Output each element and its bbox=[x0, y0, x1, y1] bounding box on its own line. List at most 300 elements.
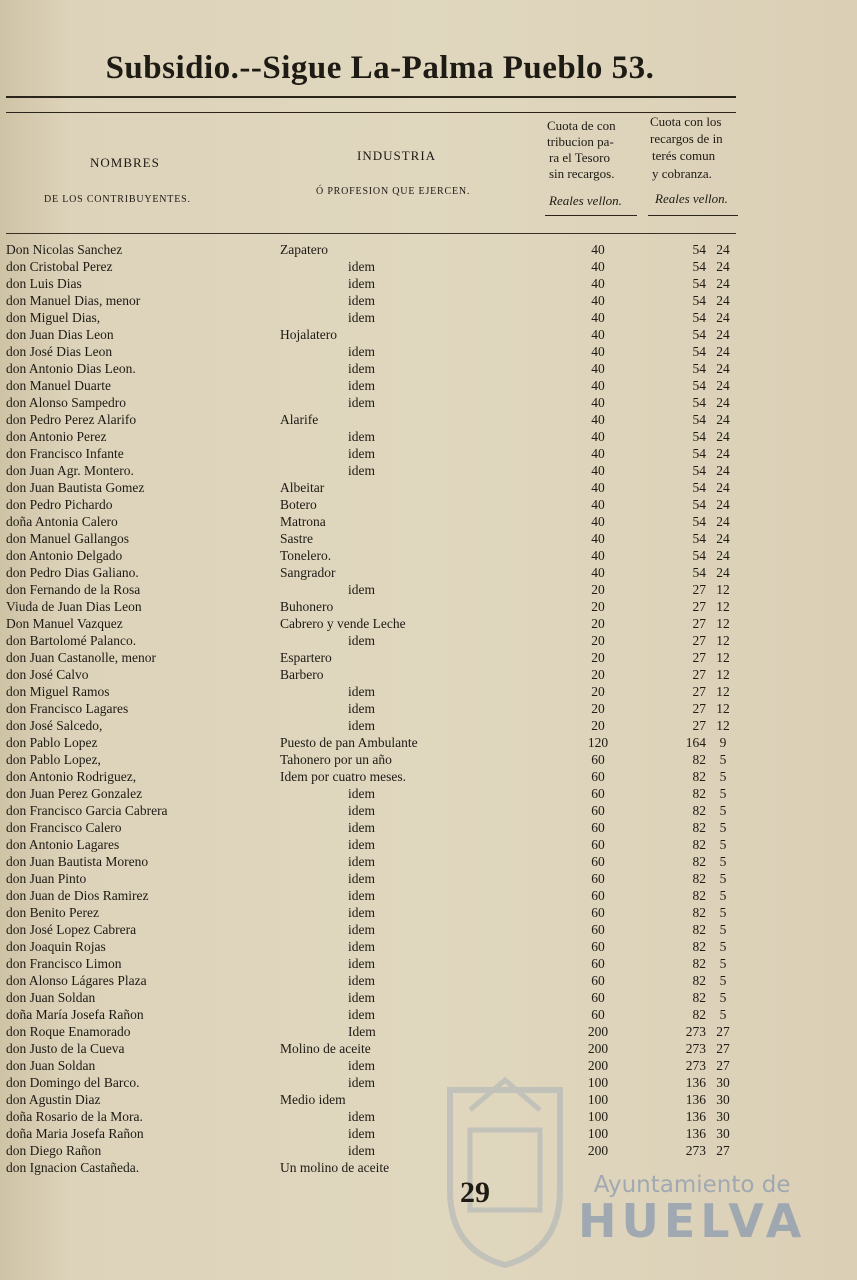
contributor-name: don Antonio Rodriguez, bbox=[6, 769, 137, 784]
cuota-con-recargos-fraction: 12 bbox=[716, 582, 730, 597]
table-row bbox=[0, 582, 857, 599]
contributor-name: don Antonio Dias Leon. bbox=[6, 361, 136, 376]
contributor-name: don Bartolomé Palanco. bbox=[6, 633, 137, 648]
cuota-con-recargos: 82 bbox=[692, 905, 706, 920]
contributor-name: doña Rosario de la Mora. bbox=[6, 1109, 143, 1124]
cuota-sin-recargos: 60 bbox=[591, 786, 605, 801]
cuota-sin-recargos: 40 bbox=[591, 565, 605, 580]
cuota-con-recargos: 27 bbox=[692, 633, 706, 648]
profession: idem bbox=[348, 990, 375, 1005]
profession: idem bbox=[348, 905, 375, 920]
cuota-con-recargos: 54 bbox=[692, 531, 706, 546]
contributor-name: don Domingo del Barco. bbox=[6, 1075, 140, 1090]
profession: idem bbox=[348, 973, 375, 988]
cuota-sin-recargos: 40 bbox=[591, 514, 605, 529]
table-row bbox=[0, 820, 857, 837]
cuota-con-recargos-fraction: 24 bbox=[716, 548, 730, 563]
cuota-con-recargos: 82 bbox=[692, 973, 706, 988]
cuota-con-recargos: 54 bbox=[692, 259, 706, 274]
cuota-con-recargos-fraction: 5 bbox=[719, 871, 727, 886]
contributor-name: don Francisco Lagares bbox=[6, 701, 129, 716]
cuota-con-recargos-fraction: 12 bbox=[716, 667, 730, 682]
cuota-con-recargos: 136 bbox=[685, 1092, 706, 1107]
cuota-con-recargos-fraction: 5 bbox=[719, 803, 727, 818]
cuota-sin-recargos: 100 bbox=[587, 1109, 609, 1124]
profession: idem bbox=[348, 820, 375, 835]
contributor-name: don Juan Perez Gonzalez bbox=[6, 786, 143, 801]
cuota-con-recargos: 54 bbox=[692, 242, 706, 257]
cuota-sin-recargos: 60 bbox=[591, 905, 605, 920]
table-row bbox=[0, 939, 857, 956]
cuota-sin-recargos: 60 bbox=[591, 956, 605, 971]
cuota-sin-recargos: 60 bbox=[591, 922, 605, 937]
contributor-name: don Joaquin Rojas bbox=[6, 939, 106, 954]
cuota-con-recargos: 54 bbox=[692, 514, 706, 529]
profession: idem bbox=[348, 582, 375, 597]
table-row bbox=[0, 242, 857, 259]
cuota-con-recargos-fraction: 24 bbox=[716, 344, 730, 359]
cuota-con-recargos: 82 bbox=[692, 888, 706, 903]
cuota-con-recargos-fraction: 30 bbox=[716, 1075, 730, 1090]
cuota-con-recargos: 82 bbox=[692, 871, 706, 886]
cuota-sin-recargos: 40 bbox=[591, 378, 605, 393]
cuota-con-recargos-fraction: 24 bbox=[716, 395, 730, 410]
profession: idem bbox=[348, 429, 375, 444]
contributor-name: don Manuel Dias, menor bbox=[6, 293, 141, 308]
cuota-con-recargos-fraction: 12 bbox=[716, 616, 730, 631]
contributor-name: Don Nicolas Sanchez bbox=[6, 242, 123, 257]
table-row bbox=[0, 412, 857, 429]
cuota-con-recargos: 82 bbox=[692, 837, 706, 852]
profession: idem bbox=[348, 293, 375, 308]
cuota-con-recargos: 27 bbox=[692, 684, 706, 699]
profession: idem bbox=[348, 259, 375, 274]
table-row bbox=[0, 854, 857, 871]
table-row bbox=[0, 956, 857, 973]
cuota-sin-recargos: 40 bbox=[591, 548, 605, 563]
contributor-name: don Justo de la Cueva bbox=[6, 1041, 125, 1056]
cuota-con-recargos-fraction: 30 bbox=[716, 1126, 730, 1141]
title-rule bbox=[6, 96, 736, 98]
cuota-con-recargos: 54 bbox=[692, 310, 706, 325]
profession: idem bbox=[348, 463, 375, 478]
contributor-name: don Francisco Infante bbox=[6, 446, 124, 461]
profession: idem bbox=[348, 1109, 375, 1124]
cuota-con-recargos-fraction: 24 bbox=[716, 446, 730, 461]
cuota-sin-recargos: 60 bbox=[591, 990, 605, 1005]
cuota-con-recargos-fraction: 12 bbox=[716, 650, 730, 665]
profession: idem bbox=[348, 854, 375, 869]
table-row bbox=[0, 310, 857, 327]
cuota-con-recargos: 136 bbox=[685, 1126, 706, 1141]
contributor-name: don Antonio Lagares bbox=[6, 837, 120, 852]
header-cuota2-line4: y cobranza. bbox=[652, 166, 712, 181]
cuota-con-recargos: 82 bbox=[692, 769, 706, 784]
table-row bbox=[0, 667, 857, 684]
contributor-name: don Pablo Lopez bbox=[6, 735, 98, 750]
header-bottom-rule bbox=[6, 233, 736, 234]
profession: Cabrero y vende Leche bbox=[280, 616, 406, 631]
table-row bbox=[0, 1092, 857, 1109]
header-cuota1-line4: sin recargos. bbox=[549, 166, 615, 181]
profession: idem bbox=[348, 1143, 375, 1158]
cuota-sin-recargos: 20 bbox=[591, 701, 605, 716]
contributor-name: don Juan Dias Leon bbox=[6, 327, 114, 342]
cuota-sin-recargos: 60 bbox=[591, 752, 605, 767]
contributor-name: Don Manuel Vazquez bbox=[6, 616, 123, 631]
cuota-sin-recargos: 200 bbox=[587, 1024, 609, 1039]
cuota1-underline bbox=[545, 215, 637, 216]
profession: idem bbox=[348, 395, 375, 410]
table-row bbox=[0, 684, 857, 701]
table-row bbox=[0, 1126, 857, 1143]
table-row bbox=[0, 752, 857, 769]
cuota-con-recargos-fraction: 24 bbox=[716, 429, 730, 444]
cuota-sin-recargos: 40 bbox=[591, 310, 605, 325]
table-row bbox=[0, 786, 857, 803]
cuota-sin-recargos: 40 bbox=[591, 242, 605, 257]
profession: idem bbox=[348, 803, 375, 818]
table-row bbox=[0, 990, 857, 1007]
profession: Hojalatero bbox=[280, 327, 337, 342]
cuota-con-recargos: 54 bbox=[692, 412, 706, 427]
cuota-con-recargos: 136 bbox=[685, 1075, 706, 1090]
table-row bbox=[0, 701, 857, 718]
cuota-sin-recargos: 40 bbox=[591, 531, 605, 546]
cuota-con-recargos-fraction: 5 bbox=[719, 769, 727, 784]
table-row bbox=[0, 633, 857, 650]
cuota-con-recargos-fraction: 24 bbox=[716, 480, 730, 495]
cuota-con-recargos: 54 bbox=[692, 565, 706, 580]
cuota-con-recargos-fraction: 27 bbox=[716, 1024, 730, 1039]
profession: idem bbox=[348, 1126, 375, 1141]
cuota-con-recargos-fraction: 24 bbox=[716, 242, 730, 257]
cuota-con-recargos: 27 bbox=[692, 582, 706, 597]
table-row bbox=[0, 1041, 857, 1058]
cuota-con-recargos-fraction: 27 bbox=[716, 1143, 730, 1158]
cuota-sin-recargos: 200 bbox=[587, 1058, 609, 1073]
cuota-con-recargos-fraction: 24 bbox=[716, 276, 730, 291]
cuota-sin-recargos: 100 bbox=[587, 1126, 609, 1141]
cuota-con-recargos-fraction: 12 bbox=[716, 718, 730, 733]
cuota-con-recargos-fraction: 5 bbox=[719, 820, 727, 835]
cuota-sin-recargos: 60 bbox=[591, 803, 605, 818]
cuota-con-recargos: 27 bbox=[692, 701, 706, 716]
profession: Alarife bbox=[280, 412, 319, 427]
contributor-name: don Pedro Pichardo bbox=[6, 497, 113, 512]
profession: idem bbox=[348, 344, 375, 359]
profession: Un molino de aceite bbox=[280, 1160, 390, 1175]
contributor-name: don Manuel Gallangos bbox=[6, 531, 129, 546]
cuota-con-recargos-fraction: 24 bbox=[716, 531, 730, 546]
cuota-sin-recargos: 200 bbox=[587, 1143, 609, 1158]
watermark-line1: Ayuntamiento de bbox=[593, 1172, 791, 1198]
watermark-line2: HUELVA bbox=[578, 1194, 807, 1248]
cuota-sin-recargos: 40 bbox=[591, 344, 605, 359]
cuota-con-recargos-fraction: 24 bbox=[716, 412, 730, 427]
archive-watermark bbox=[578, 1172, 806, 1248]
cuota-sin-recargos: 20 bbox=[591, 616, 605, 631]
cuota-con-recargos-fraction: 24 bbox=[716, 327, 730, 342]
cuota-sin-recargos: 60 bbox=[591, 888, 605, 903]
cuota-con-recargos: 54 bbox=[692, 395, 706, 410]
profession: Albeitar bbox=[280, 480, 325, 495]
header-cuota2-line2: recargos de in bbox=[650, 131, 723, 146]
cuota-con-recargos: 54 bbox=[692, 548, 706, 563]
table-row bbox=[0, 803, 857, 820]
contributor-name: don Miguel Ramos bbox=[6, 684, 110, 699]
contributor-name: don Juan Soldan bbox=[6, 990, 96, 1005]
cuota-con-recargos: 82 bbox=[692, 752, 706, 767]
cuota-con-recargos-fraction: 30 bbox=[716, 1092, 730, 1107]
contributor-name: don Luis Dias bbox=[6, 276, 82, 291]
contributor-name: don Francisco Limon bbox=[6, 956, 122, 971]
cuota-con-recargos: 54 bbox=[692, 327, 706, 342]
cuota-con-recargos: 82 bbox=[692, 939, 706, 954]
profession: Tonelero. bbox=[280, 548, 332, 563]
contributor-name: don Pedro Perez Alarifo bbox=[6, 412, 137, 427]
cuota-con-recargos-fraction: 5 bbox=[719, 939, 727, 954]
profession: Molino de aceite bbox=[280, 1041, 371, 1056]
profession: Idem bbox=[348, 1024, 376, 1039]
header-industria-sub: Ó PROFESION QUE EJERCEN. bbox=[316, 186, 471, 197]
cuota-con-recargos: 54 bbox=[692, 497, 706, 512]
profession: idem bbox=[348, 922, 375, 937]
table-row bbox=[0, 429, 857, 446]
table-row bbox=[0, 905, 857, 922]
header-nombres: NOMBRES bbox=[90, 155, 160, 170]
table-row bbox=[0, 361, 857, 378]
cuota-sin-recargos: 40 bbox=[591, 395, 605, 410]
header-cuota2-line1: Cuota con los bbox=[650, 114, 722, 129]
contributor-name: don Francisco Garcia Cabrera bbox=[6, 803, 168, 818]
cuota-con-recargos: 54 bbox=[692, 344, 706, 359]
cuota-con-recargos-fraction: 24 bbox=[716, 463, 730, 478]
municipal-shield-watermark bbox=[440, 1070, 570, 1270]
table-row bbox=[0, 276, 857, 293]
profession: Sangrador bbox=[280, 565, 336, 580]
profession: Puesto de pan Ambulante bbox=[280, 735, 418, 750]
cuota-con-recargos-fraction: 9 bbox=[719, 735, 727, 750]
profession: Idem por cuatro meses. bbox=[280, 769, 406, 784]
profession: Buhonero bbox=[280, 599, 334, 614]
profession: idem bbox=[348, 446, 375, 461]
contributor-name: don Antonio Delgado bbox=[6, 548, 123, 563]
cuota-sin-recargos: 20 bbox=[591, 718, 605, 733]
profession: Espartero bbox=[280, 650, 332, 665]
contributor-name: doña Maria Josefa Rañon bbox=[6, 1126, 144, 1141]
contributor-name: don Juan Soldan bbox=[6, 1058, 96, 1073]
contributor-name: don Pablo Lopez, bbox=[6, 752, 101, 767]
cuota-con-recargos: 82 bbox=[692, 854, 706, 869]
cuota-con-recargos: 136 bbox=[685, 1109, 706, 1124]
header-cuota2-unit: Reales vellon. bbox=[655, 191, 728, 206]
cuota-con-recargos: 82 bbox=[692, 803, 706, 818]
profession: idem bbox=[348, 1007, 375, 1022]
cuota-con-recargos-fraction: 5 bbox=[719, 905, 727, 920]
table-row bbox=[0, 922, 857, 939]
contributor-name: don Juan Pinto bbox=[6, 871, 87, 886]
contributor-name: don Juan Bautista Moreno bbox=[6, 854, 149, 869]
header-cuota1-line2: tribucion pa- bbox=[547, 134, 614, 149]
cuota-con-recargos: 54 bbox=[692, 463, 706, 478]
contributor-name: don Benito Perez bbox=[6, 905, 99, 920]
profession: idem bbox=[348, 684, 375, 699]
cuota-sin-recargos: 20 bbox=[591, 667, 605, 682]
cuota-con-recargos: 273 bbox=[685, 1143, 706, 1158]
table-row bbox=[0, 548, 857, 565]
cuota-sin-recargos: 20 bbox=[591, 650, 605, 665]
table-row bbox=[0, 497, 857, 514]
contributor-name: don José Salcedo, bbox=[6, 718, 103, 733]
contributor-name: doña Antonia Calero bbox=[6, 514, 118, 529]
cuota-sin-recargos: 100 bbox=[587, 1092, 609, 1107]
profession: Botero bbox=[280, 497, 317, 512]
profession: idem bbox=[348, 701, 375, 716]
table-row bbox=[0, 1109, 857, 1126]
contributor-name: don José Lopez Cabrera bbox=[6, 922, 137, 937]
cuota-sin-recargos: 40 bbox=[591, 446, 605, 461]
table-row bbox=[0, 871, 857, 888]
cuota-con-recargos: 54 bbox=[692, 446, 706, 461]
profession: idem bbox=[348, 718, 375, 733]
cuota-con-recargos-fraction: 12 bbox=[716, 633, 730, 648]
table-row bbox=[0, 378, 857, 395]
contributor-name: Viuda de Juan Dias Leon bbox=[6, 599, 142, 614]
header-nombres-sub: DE LOS CONTRIBUYENTES. bbox=[44, 194, 191, 205]
header-top-rule bbox=[6, 112, 736, 113]
cuota-con-recargos-fraction: 24 bbox=[716, 378, 730, 393]
table-row bbox=[0, 1007, 857, 1024]
cuota-sin-recargos: 60 bbox=[591, 837, 605, 852]
table-row bbox=[0, 599, 857, 616]
profession: Tahonero por un año bbox=[280, 752, 392, 767]
cuota-sin-recargos: 40 bbox=[591, 412, 605, 427]
table-row bbox=[0, 1024, 857, 1041]
cuota-sin-recargos: 60 bbox=[591, 871, 605, 886]
cuota-con-recargos: 82 bbox=[692, 820, 706, 835]
cuota-con-recargos: 82 bbox=[692, 1007, 706, 1022]
cuota-con-recargos-fraction: 24 bbox=[716, 293, 730, 308]
cuota-con-recargos: 54 bbox=[692, 429, 706, 444]
profession: idem bbox=[348, 956, 375, 971]
cuota-sin-recargos: 40 bbox=[591, 480, 605, 495]
profession: idem bbox=[348, 378, 375, 393]
contributor-name: don Juan Agr. Montero. bbox=[6, 463, 134, 478]
profession: Zapatero bbox=[280, 242, 328, 257]
table-row bbox=[0, 1143, 857, 1160]
cuota-sin-recargos: 40 bbox=[591, 361, 605, 376]
cuota-sin-recargos: 60 bbox=[591, 820, 605, 835]
table-row bbox=[0, 446, 857, 463]
cuota-con-recargos: 82 bbox=[692, 922, 706, 937]
profession: idem bbox=[348, 888, 375, 903]
profession: Barbero bbox=[280, 667, 324, 682]
cuota-con-recargos-fraction: 12 bbox=[716, 701, 730, 716]
cuota-con-recargos: 164 bbox=[685, 735, 706, 750]
cuota-con-recargos-fraction: 24 bbox=[716, 259, 730, 274]
contributor-name: don Fernando de la Rosa bbox=[6, 582, 141, 597]
cuota-con-recargos: 27 bbox=[692, 718, 706, 733]
table-row bbox=[0, 395, 857, 412]
cuota-con-recargos-fraction: 5 bbox=[719, 973, 727, 988]
cuota-con-recargos-fraction: 5 bbox=[719, 922, 727, 937]
cuota-con-recargos: 54 bbox=[692, 293, 706, 308]
cuota-con-recargos: 273 bbox=[685, 1058, 706, 1073]
table-row bbox=[0, 344, 857, 361]
contributor-name: don José Dias Leon bbox=[6, 344, 113, 359]
table-row bbox=[0, 293, 857, 310]
profession: idem bbox=[348, 786, 375, 801]
cuota-sin-recargos: 40 bbox=[591, 327, 605, 342]
cuota-sin-recargos: 200 bbox=[587, 1041, 609, 1056]
cuota-sin-recargos: 20 bbox=[591, 599, 605, 614]
cuota-sin-recargos: 60 bbox=[591, 973, 605, 988]
profession: Medio idem bbox=[280, 1092, 346, 1107]
header-cuota2-line3: terés comun bbox=[652, 148, 716, 163]
contributor-name: don Agustin Diaz bbox=[6, 1092, 101, 1107]
profession: idem bbox=[348, 310, 375, 325]
table-row bbox=[0, 514, 857, 531]
contributor-name: don Antonio Perez bbox=[6, 429, 107, 444]
table-row bbox=[0, 1058, 857, 1075]
contributor-name: don Diego Rañon bbox=[6, 1143, 102, 1158]
table-row bbox=[0, 888, 857, 905]
cuota-con-recargos: 54 bbox=[692, 378, 706, 393]
cuota-sin-recargos: 100 bbox=[587, 1075, 609, 1090]
cuota-con-recargos: 54 bbox=[692, 480, 706, 495]
cuota-con-recargos: 54 bbox=[692, 361, 706, 376]
contributor-name: don Alonso Lágares Plaza bbox=[6, 973, 147, 988]
contributor-name: don Juan Bautista Gomez bbox=[6, 480, 145, 495]
cuota-con-recargos: 82 bbox=[692, 990, 706, 1005]
cuota-con-recargos: 27 bbox=[692, 616, 706, 631]
profession: idem bbox=[348, 361, 375, 376]
cuota-con-recargos: 27 bbox=[692, 650, 706, 665]
table-row bbox=[0, 531, 857, 548]
cuota-sin-recargos: 40 bbox=[591, 429, 605, 444]
contributor-name: don Pedro Dias Galiano. bbox=[6, 565, 139, 580]
cuota-sin-recargos: 60 bbox=[591, 939, 605, 954]
profession: idem bbox=[348, 1075, 375, 1090]
profession: Matrona bbox=[280, 514, 326, 529]
table-row bbox=[0, 463, 857, 480]
cuota-con-recargos-fraction: 24 bbox=[716, 310, 730, 325]
profession: idem bbox=[348, 939, 375, 954]
table-row bbox=[0, 480, 857, 497]
cuota-con-recargos-fraction: 5 bbox=[719, 752, 727, 767]
cuota-sin-recargos: 40 bbox=[591, 463, 605, 478]
cuota-con-recargos-fraction: 5 bbox=[719, 837, 727, 852]
profession: idem bbox=[348, 633, 375, 648]
cuota-con-recargos-fraction: 5 bbox=[719, 786, 727, 801]
table-row bbox=[0, 837, 857, 854]
table-row bbox=[0, 259, 857, 276]
contributor-name: don Alonso Sampedro bbox=[6, 395, 126, 410]
table-row bbox=[0, 718, 857, 735]
cuota-con-recargos: 27 bbox=[692, 667, 706, 682]
cuota-sin-recargos: 40 bbox=[591, 259, 605, 274]
cuota-con-recargos: 54 bbox=[692, 276, 706, 291]
header-industria: INDUSTRIA bbox=[357, 148, 437, 163]
cuota-sin-recargos: 20 bbox=[591, 684, 605, 699]
cuota-con-recargos-fraction: 5 bbox=[719, 854, 727, 869]
cuota-con-recargos: 82 bbox=[692, 786, 706, 801]
contributor-name: doña María Josefa Rañon bbox=[6, 1007, 144, 1022]
cuota-con-recargos-fraction: 5 bbox=[719, 990, 727, 1005]
contributor-name: don Cristobal Perez bbox=[6, 259, 113, 274]
cuota-con-recargos-fraction: 27 bbox=[716, 1058, 730, 1073]
